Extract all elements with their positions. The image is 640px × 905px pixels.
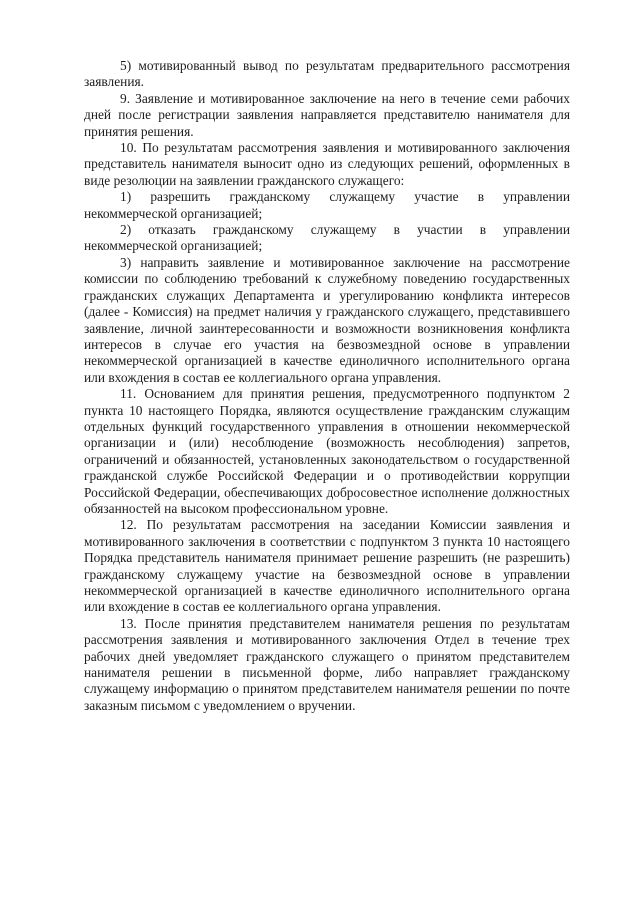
paragraph-10: 10. По результатам рассмотрения заявления и мотивированного заключения представитель нанимателя выносит одно из следующих решений, оформленных в виде резолюции на заявлении гражданского служащего: [84,140,570,188]
paragraph-13: 13. После принятия представителем нанимателя решения по результатам рассмотрения заявления и мотивированного заключения Отдел в течение трех рабочих дней уведомляет гражданского служащего о принятом представителем нанимателя решении в письменной форме, либо направляет гражданскому служащему информацию о принятом представителем нанимателя решении по почте заказным письмом с уведомлением о вручении. [84,615,570,713]
document-body [84,58,570,714]
paragraph-9: 9. Заявление и мотивированное заключение на него в течение семи рабочих дней после регистрации заявления направляется представителю нанимателя для принятия решения. [84,90,570,139]
paragraph-item-5: 5) мотивированный вывод по результатам предварительного рассмотрения заявления. [84,58,570,90]
paragraph-11: 11. Основанием для принятия решения, предусмотренного подпунктом 2 пункта 10 настоящего Порядка, являются осуществление гражданским служащим отдельных функций государственного управления в отношении некоммерческой организации и (или) несоблюдение (возможность несоблюдения) запретов, ограничений и обязанностей, установленных законодательством о государственной гражданской службе Российской Федерации и о противодействии коррупции Российской Федерации, обеспечивающих добросовестное исполнение должностных обязанностей на высоком профессиональном уровне. [84,386,570,516]
paragraph-12: 12. По результатам рассмотрения на заседании Комиссии заявления и мотивированного заключения в соответствии с подпунктом 3 пункта 10 настоящего Порядка представитель нанимателя принимает решение разрешить (не разрешить) гражданскому служащему участие на безвозмездной основе в управлении некоммерческой организацией в качестве единоличного исполнительного органа или вхождение в состав ее коллегиального органа управления. [84,517,570,615]
paragraph-10-item-3: 3) направить заявление и мотивированное заключение на рассмотрение комиссии по соблюдению требований к служебному поведению государственных гражданских служащих Департамента и урегулированию конфликта интересов (далее - Комиссия) на предмет наличия у гражданского служащего, представившего заявление, личной заинтересованности и возможности возникновения конфликта интересов в случае его участия на безвозмездной основе в управлении некоммерческой организацией в качестве единоличного исполнительного органа или вхождения в состав ее коллегиального органа управления. [84,254,570,385]
paragraph-10-item-2: 2) отказать гражданскому служащему в участии в управлении некоммерческой организацией; [84,222,570,254]
paragraph-10-item-1: 1) разрешить гражданскому служащему участие в управлении некоммерческой организацией; [84,189,570,221]
